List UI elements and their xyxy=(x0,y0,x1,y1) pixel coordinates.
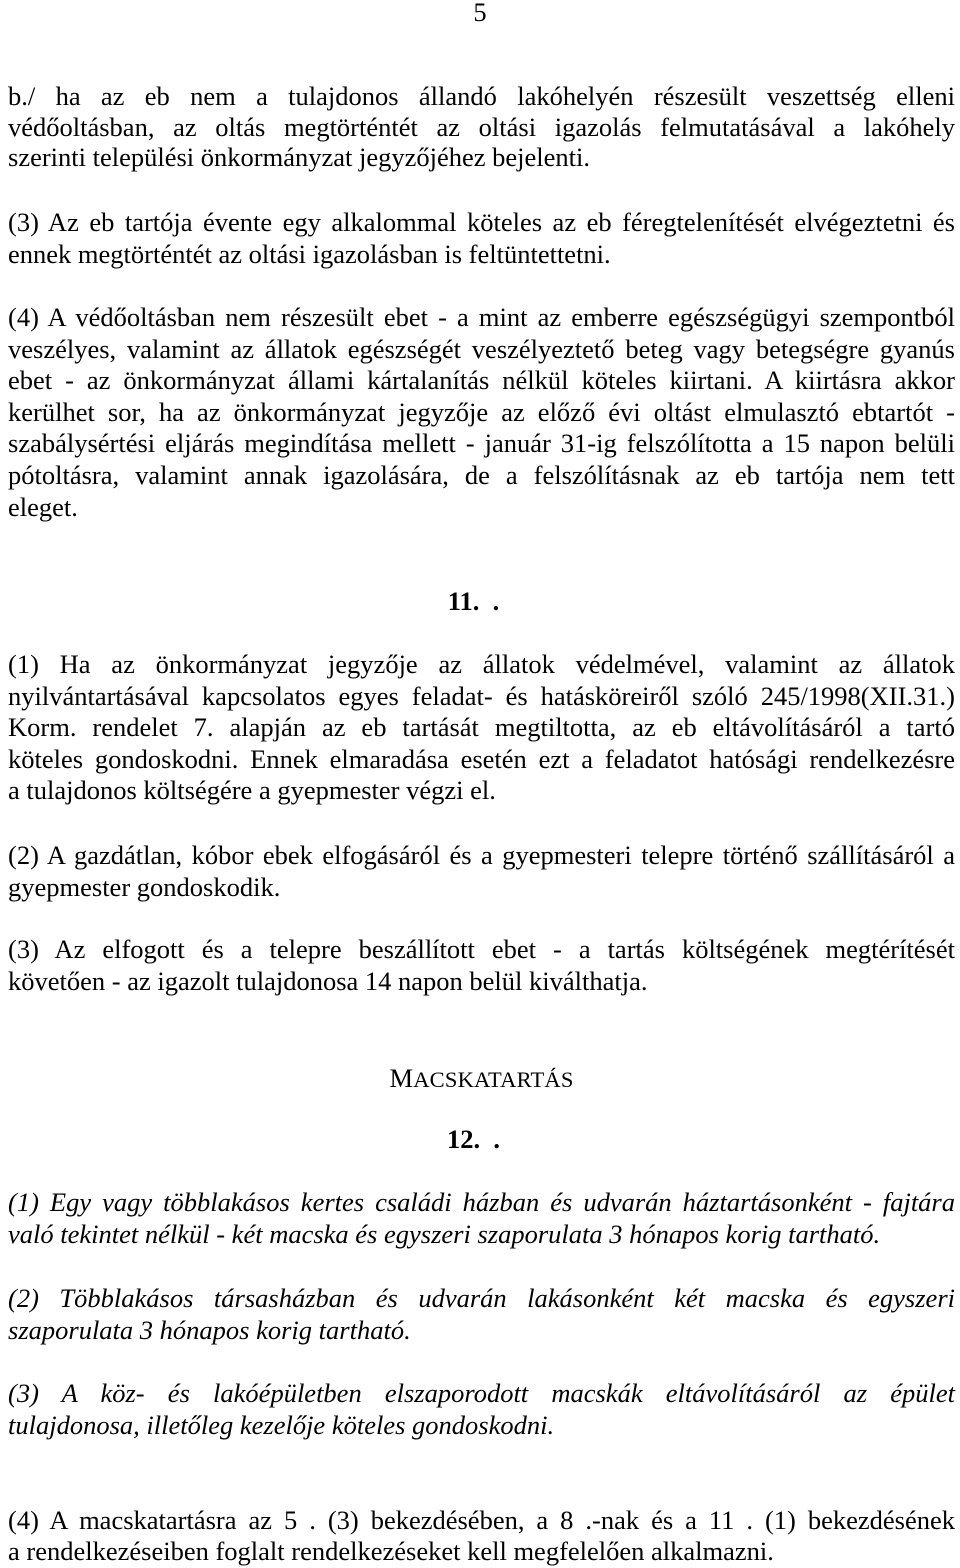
paragraph-10-4 xyxy=(8,302,955,523)
text-line: gyepmester gondoskodik. xyxy=(8,871,281,902)
text-line: veszélyes, valamint az állatok egészségét veszélyeztető beteg vagy betegségre gyanús xyxy=(8,333,955,364)
text-line: (4) A macskatartásra az 5 . (3) bekezdésében, a 8 .-nak és a 11 . (1) bekezdésének xyxy=(8,1505,955,1535)
text-line: (2) A gazdátlan, kóbor ebek elfogásáról és a gyepmesteri telepre történő szállításáról a xyxy=(8,840,955,870)
paragraph-12-3 xyxy=(8,1378,955,1441)
text-line: (2) Többlakásos társasházban és udvarán lakásonként két macska és egyszeri xyxy=(8,1283,955,1313)
text-line: pótoltásra, valamint annak igazolására, de a felszólításnak az eb tartója nem tett xyxy=(8,459,955,490)
text-line: szerinti települési önkormányzat jegyzőjéhez bejelenti. xyxy=(8,142,591,173)
text-line: (1) Ha az önkormányzat jegyzője az állatok védelmével, valamint az állatok xyxy=(8,649,955,679)
paragraph-12-4 xyxy=(8,1505,955,1568)
text-line: a rendelkezéseiben foglalt rendelkezéseket kell megfelelően alkalmazni. xyxy=(8,1536,774,1567)
text-line: köteles gondoskodni. Ennek elmaradása esetén ezt a feladatot hatósági rendelkezésre xyxy=(8,743,955,774)
paragraph-11-3 xyxy=(8,934,955,997)
text-line: való tekintet nélkül - két macska és egyszeri szaporulata 3 hónapos korig tartható. xyxy=(8,1218,881,1249)
text-line: (4) A védőoltásban nem részesült ebet - a mint az emberre egészségügyi szempontból xyxy=(8,302,955,332)
page-number: 5 xyxy=(473,0,487,27)
text-line: b./ ha az eb nem a tulajdonos állandó lakóhelyén részesült veszettség elleni xyxy=(8,81,955,111)
text-line: (1) Egy vagy többlakásos kertes családi házban és udvarán háztartásonként - fajtára xyxy=(8,1187,955,1217)
text-line: szaporulata 3 hónapos korig tartható. xyxy=(8,1314,411,1345)
text-line: szabálysértési eljárás megindítása mellett - január 31-ig felszólította a 15 napon belüli xyxy=(8,428,955,459)
text-line: (3) A köz- és lakóépületben elszaporodott macskák eltávolításáról az épület xyxy=(8,1378,955,1408)
chapter-heading: MACSKATARTÁS xyxy=(389,1063,574,1093)
paragraph-10-point-b xyxy=(8,81,955,173)
text-line: a tulajdonos költségére a gyepmester végzi el. xyxy=(8,775,496,806)
paragraph-12-2 xyxy=(8,1283,955,1346)
text-line: védőoltásban, az oltás megtörténtét az oltási igazolás felmutatásával a lakóhely xyxy=(8,111,955,142)
text-line: (3) Az elfogott és a telepre beszállított ebet - a tartás költségének megtérítését xyxy=(8,934,955,964)
paragraph-11-2 xyxy=(8,840,955,903)
text-line: ebet - az önkormányzat állami kártalanítás nélkül köteles kiirtani. A kiirtásra akkor xyxy=(8,365,955,396)
text-line: (3) Az eb tartója évente egy alkalommal köteles az eb féregtelenítését elvégeztetni és xyxy=(8,207,955,237)
text-line: nyilvántartásával kapcsolatos egyes feladat- és hatásköreiről szóló 245/1998(XII.31.) xyxy=(8,680,955,711)
text-line: Korm. rendelet 7. alapján az eb tartását megtiltotta, az eb eltávolításáról a tartó xyxy=(8,712,955,743)
text-line: tulajdonosa, illetőleg kezelője köteles gondoskodni. xyxy=(8,1409,555,1440)
section-11-number: 11. . xyxy=(447,586,500,616)
text-line: követően - az igazolt tulajdonosa 14 napon belül kiválthatja. xyxy=(8,965,648,996)
text-line: kerülhet sor, ha az önkormányzat jegyzője az előző évi oltást elmulasztó ebtartót - xyxy=(8,396,955,427)
section-12-number: 12. . xyxy=(447,1124,500,1154)
text-line: eleget. xyxy=(8,491,78,522)
paragraph-12-1 xyxy=(8,1187,955,1250)
paragraph-10-3 xyxy=(8,207,955,270)
paragraph-11-1 xyxy=(8,649,955,807)
text-line: ennek megtörténtét az oltási igazolásban is feltüntettetni. xyxy=(8,238,611,269)
